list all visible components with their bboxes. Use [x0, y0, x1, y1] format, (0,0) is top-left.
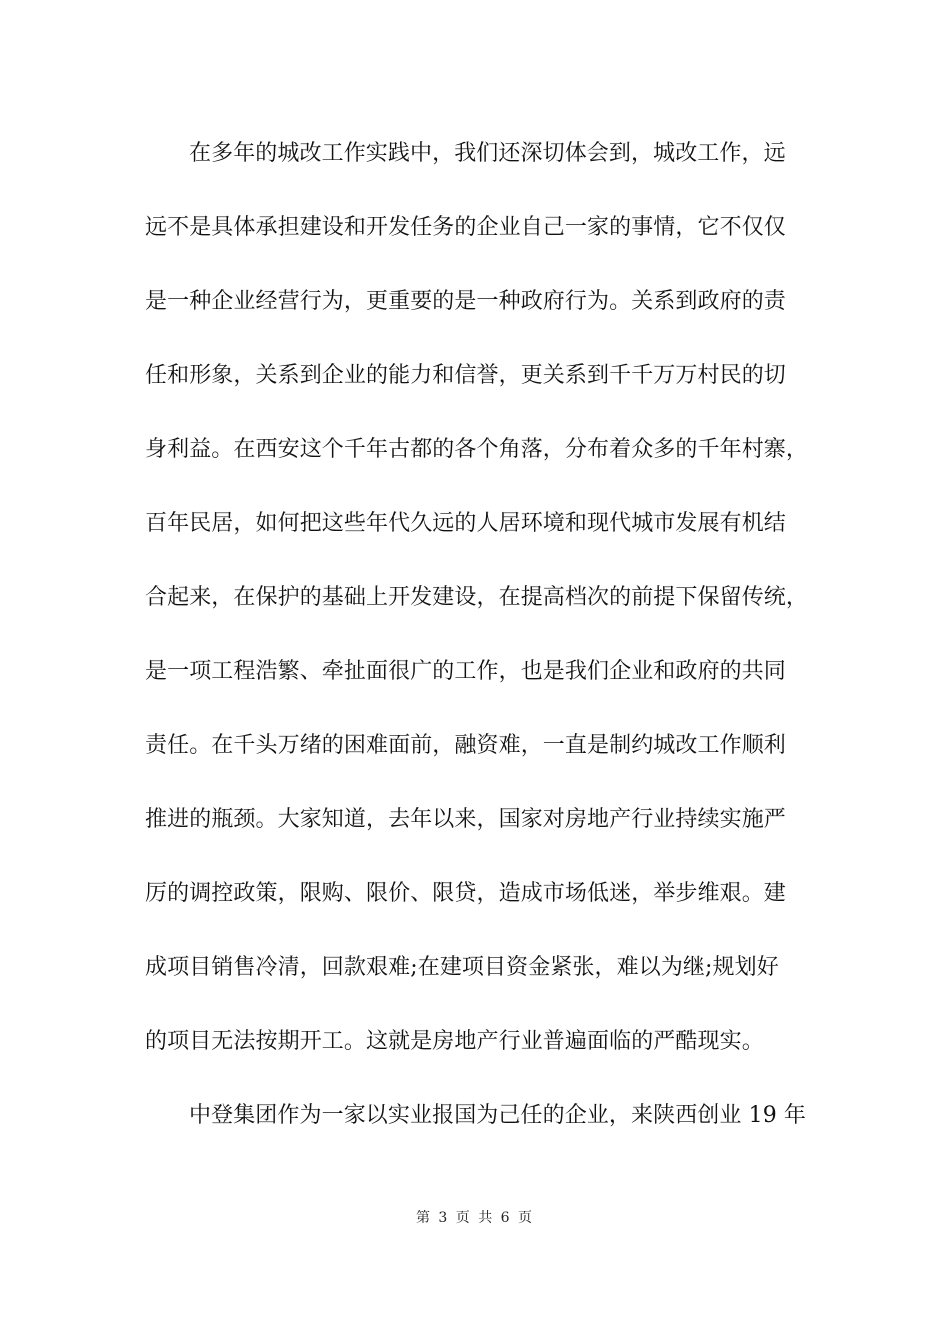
- paragraph-1-line-11: 厉的调控政策，限购、限价、限贷，造成市场低迷，举步维艰。建: [145, 881, 786, 906]
- paragraph-1-line-12: 成项目销售冷清，回款艰难;在建项目资金紧张，难以为继;规划好: [145, 955, 779, 980]
- paragraph-2-line-1: 中登集团作为一家以实业报国为己任的企业，来陕西创业 19 年: [189, 1103, 806, 1128]
- paragraph-1-line-1: 在多年的城改工作实践中，我们还深切体会到，城改工作，远: [189, 141, 786, 166]
- paragraph-1-line-13: 的项目无法按期开工。这就是房地产行业普遍面临的严酷现实。: [145, 1029, 764, 1054]
- paragraph-1-line-9: 责任。在千头万绪的困难面前，融资难，一直是制约城改工作顺利: [145, 733, 786, 758]
- paragraph-1-line-6: 百年民居，如何把这些年代久远的人居环境和现代城市发展有机结: [145, 511, 786, 536]
- paragraph-1-line-5: 身利益。在西安这个千年古都的各个角落，分布着众多的千年村寨，: [145, 437, 809, 462]
- paragraph-1-line-4: 任和形象，关系到企业的能力和信誉，更关系到千千万万村民的切: [145, 363, 786, 388]
- paragraph-1-line-10: 推进的瓶颈。大家知道，去年以来，国家对房地产行业持续实施严: [145, 807, 786, 832]
- body-text: [145, 132, 810, 1168]
- paragraph-1-line-7: 合起来，在保护的基础上开发建设，在提高档次的前提下保留传统，: [145, 585, 809, 610]
- page-number-footer: 第 3 页 共 6 页: [415, 1210, 535, 1226]
- paragraph-1-line-2: 远不是具体承担建设和开发任务的企业自己一家的事情，它不仅仅: [145, 215, 786, 240]
- paragraph-1-line-3: 是一种企业经营行为，更重要的是一种政府行为。关系到政府的责: [145, 289, 786, 314]
- paragraph-1-line-8: 是一项工程浩繁、牵扯面很广的工作，也是我们企业和政府的共同: [145, 659, 786, 684]
